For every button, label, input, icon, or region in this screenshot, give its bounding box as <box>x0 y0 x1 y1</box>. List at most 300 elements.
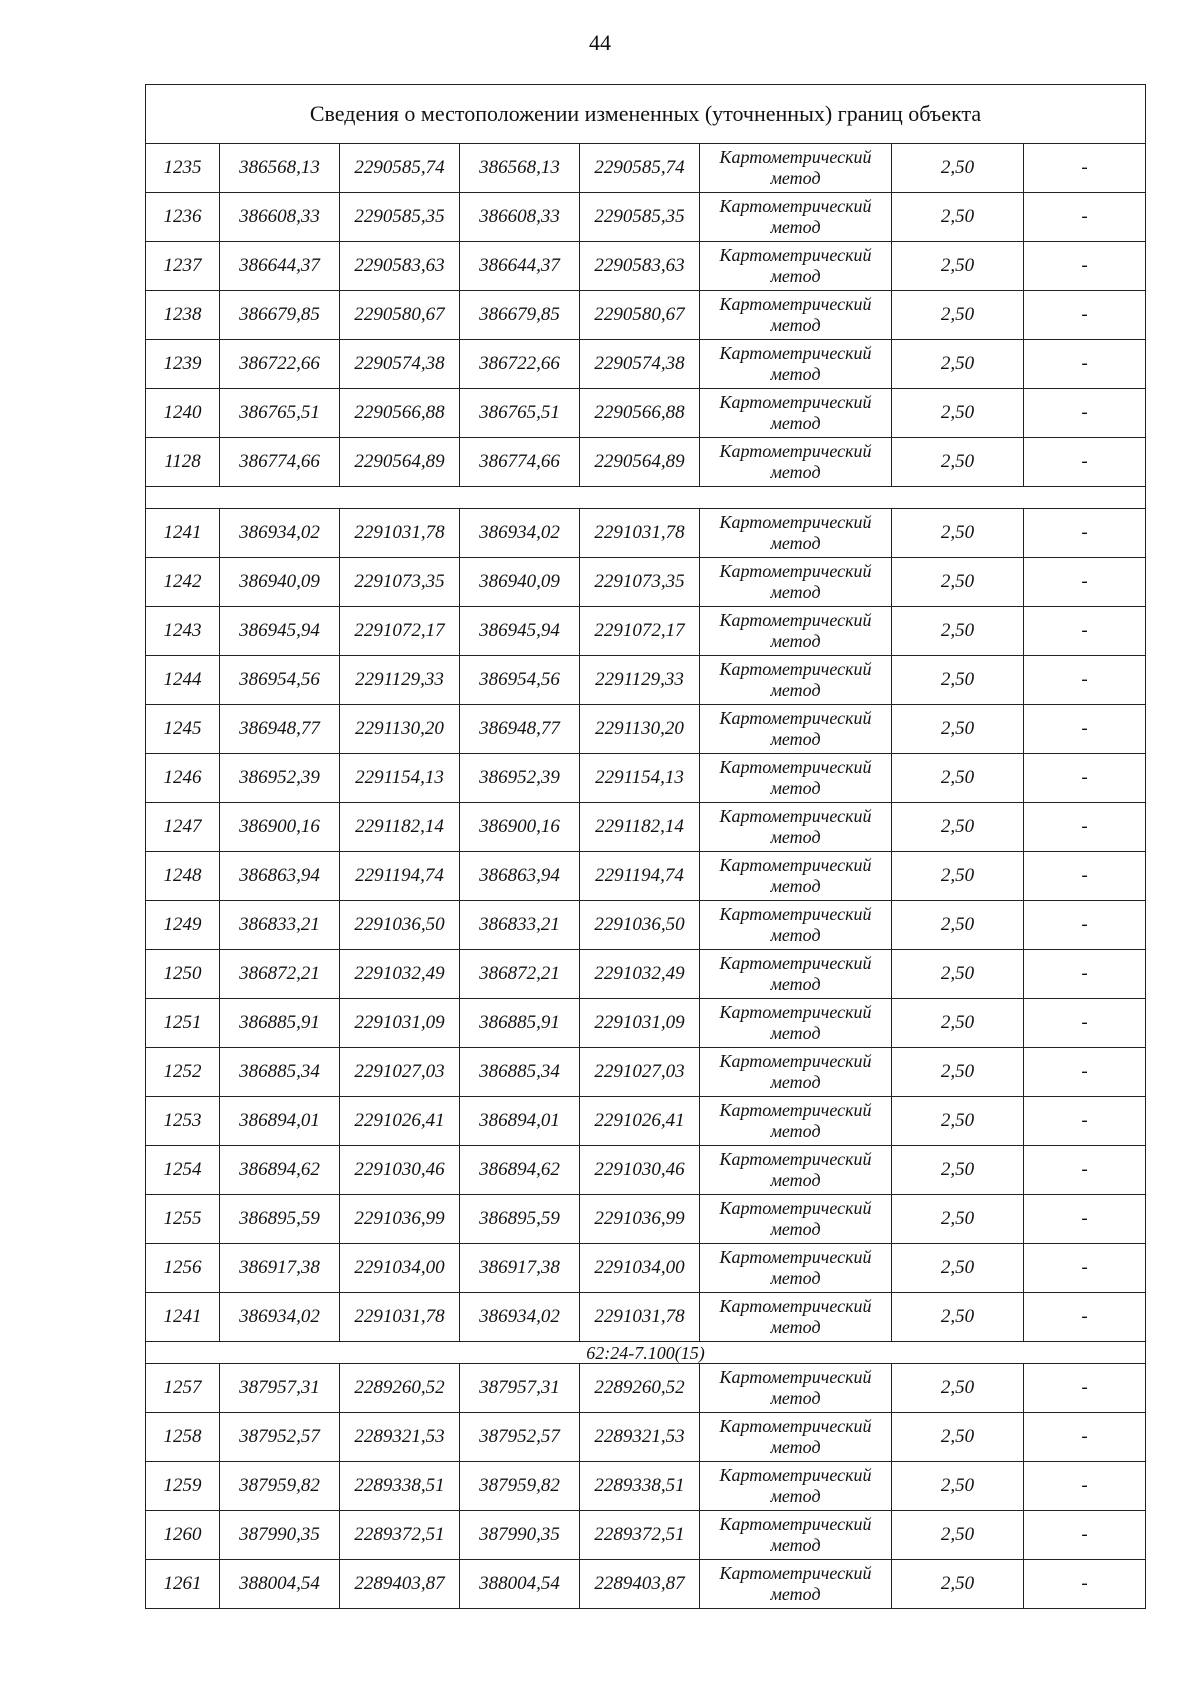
x-existing: 386934,02 <box>220 509 340 558</box>
x-existing: 386722,66 <box>220 340 340 389</box>
y-existing: 2290585,74 <box>340 144 460 193</box>
y-new: 2290566,88 <box>580 389 700 438</box>
table-row <box>146 242 1146 291</box>
accuracy: 2,50 <box>892 291 1024 340</box>
method-line-2: метод <box>770 1219 821 1239</box>
method-line-2: метод <box>770 533 821 553</box>
method-line-2: метод <box>770 413 821 433</box>
method-cell <box>700 438 892 487</box>
y-existing: 2289372,51 <box>340 1511 460 1560</box>
y-new: 2291026,41 <box>580 1097 700 1146</box>
method-cell <box>700 1364 892 1413</box>
table-row <box>146 607 1146 656</box>
point-number: 1251 <box>146 999 220 1048</box>
method-line-1: Картометрический <box>719 610 872 630</box>
point-number: 1250 <box>146 950 220 999</box>
y-new: 2290564,89 <box>580 438 700 487</box>
x-existing: 387990,35 <box>220 1511 340 1560</box>
point-number: 1253 <box>146 1097 220 1146</box>
table-row <box>146 950 1146 999</box>
boundary-coordinates-table <box>145 84 1146 1609</box>
y-existing: 2291032,49 <box>340 950 460 999</box>
y-new: 2291130,20 <box>580 705 700 754</box>
y-existing: 2291130,20 <box>340 705 460 754</box>
method-cell <box>700 1511 892 1560</box>
table-row <box>146 1097 1146 1146</box>
description: - <box>1024 389 1146 438</box>
y-existing: 2291036,99 <box>340 1195 460 1244</box>
y-existing: 2289403,87 <box>340 1560 460 1609</box>
method-line-2: метод <box>770 729 821 749</box>
point-number: 1237 <box>146 242 220 291</box>
x-new: 388004,54 <box>460 1560 580 1609</box>
y-new: 2291030,46 <box>580 1146 700 1195</box>
method-line-1: Картометрический <box>719 147 872 167</box>
x-existing: 386833,21 <box>220 901 340 950</box>
accuracy: 2,50 <box>892 754 1024 803</box>
x-new: 386954,56 <box>460 656 580 705</box>
point-number: 1239 <box>146 340 220 389</box>
description: - <box>1024 1244 1146 1293</box>
y-existing: 2291031,09 <box>340 999 460 1048</box>
page-number: 44 <box>589 30 611 55</box>
method-line-1: Картометрический <box>719 1465 872 1485</box>
point-number: 1246 <box>146 754 220 803</box>
point-number: 1242 <box>146 558 220 607</box>
description: - <box>1024 1511 1146 1560</box>
x-new: 386894,01 <box>460 1097 580 1146</box>
x-existing: 386934,02 <box>220 1293 340 1342</box>
method-line-2: метод <box>770 582 821 602</box>
x-existing: 386863,94 <box>220 852 340 901</box>
y-existing: 2290580,67 <box>340 291 460 340</box>
method-line-1: Картометрический <box>719 757 872 777</box>
accuracy: 2,50 <box>892 509 1024 558</box>
method-line-1: Картометрический <box>719 294 872 314</box>
x-existing: 386895,59 <box>220 1195 340 1244</box>
method-line-1: Картометрический <box>719 392 872 412</box>
accuracy: 2,50 <box>892 607 1024 656</box>
method-line-2: метод <box>770 266 821 286</box>
description: - <box>1024 999 1146 1048</box>
accuracy: 2,50 <box>892 144 1024 193</box>
table-row <box>146 1462 1146 1511</box>
accuracy: 2,50 <box>892 1097 1024 1146</box>
x-existing: 386945,94 <box>220 607 340 656</box>
method-line-2: метод <box>770 974 821 994</box>
table-row <box>146 754 1146 803</box>
method-cell <box>700 950 892 999</box>
method-line-1: Картометрический <box>719 196 872 216</box>
method-line-2: метод <box>770 217 821 237</box>
description: - <box>1024 1195 1146 1244</box>
accuracy: 2,50 <box>892 852 1024 901</box>
table-row <box>146 291 1146 340</box>
method-cell <box>700 1293 892 1342</box>
x-new: 386895,59 <box>460 1195 580 1244</box>
point-number: 1128 <box>146 438 220 487</box>
method-line-1: Картометрический <box>719 1416 872 1436</box>
y-new: 2290574,38 <box>580 340 700 389</box>
y-new: 2291182,14 <box>580 803 700 852</box>
method-line-2: метод <box>770 1584 821 1604</box>
x-existing: 386885,34 <box>220 1048 340 1097</box>
y-existing: 2291072,17 <box>340 607 460 656</box>
x-new: 386940,09 <box>460 558 580 607</box>
method-line-1: Картометрический <box>719 904 872 924</box>
method-line-2: метод <box>770 462 821 482</box>
y-new: 2291036,50 <box>580 901 700 950</box>
description: - <box>1024 340 1146 389</box>
y-new: 2289321,53 <box>580 1413 700 1462</box>
x-new: 386934,02 <box>460 509 580 558</box>
method-cell <box>700 1048 892 1097</box>
method-cell <box>700 509 892 558</box>
method-cell <box>700 1195 892 1244</box>
method-cell <box>700 803 892 852</box>
description: - <box>1024 901 1146 950</box>
y-new: 2291154,13 <box>580 754 700 803</box>
accuracy: 2,50 <box>892 803 1024 852</box>
table-row <box>146 901 1146 950</box>
x-existing: 386765,51 <box>220 389 340 438</box>
description: - <box>1024 242 1146 291</box>
point-number: 1238 <box>146 291 220 340</box>
point-number: 1256 <box>146 1244 220 1293</box>
y-existing: 2291034,00 <box>340 1244 460 1293</box>
table-row <box>146 340 1146 389</box>
description: - <box>1024 1560 1146 1609</box>
method-line-2: метод <box>770 1535 821 1555</box>
x-existing: 387952,57 <box>220 1413 340 1462</box>
accuracy: 2,50 <box>892 1244 1024 1293</box>
x-new: 386679,85 <box>460 291 580 340</box>
y-new: 2291031,78 <box>580 509 700 558</box>
y-new: 2291032,49 <box>580 950 700 999</box>
x-existing: 388004,54 <box>220 1560 340 1609</box>
method-line-1: Картометрический <box>719 953 872 973</box>
y-new: 2289372,51 <box>580 1511 700 1560</box>
method-line-1: Картометрический <box>719 1100 872 1120</box>
point-number: 1258 <box>146 1413 220 1462</box>
accuracy: 2,50 <box>892 1293 1024 1342</box>
accuracy: 2,50 <box>892 1048 1024 1097</box>
method-line-1: Картометрический <box>719 708 872 728</box>
description: - <box>1024 558 1146 607</box>
table-row <box>146 144 1146 193</box>
section-separator <box>146 487 1146 509</box>
y-existing: 2291182,14 <box>340 803 460 852</box>
method-line-1: Картометрический <box>719 512 872 532</box>
method-line-1: Картометрический <box>719 1563 872 1583</box>
x-existing: 386894,62 <box>220 1146 340 1195</box>
point-number: 1236 <box>146 193 220 242</box>
table-row <box>146 1560 1146 1609</box>
description: - <box>1024 509 1146 558</box>
accuracy: 2,50 <box>892 1364 1024 1413</box>
table-row <box>146 852 1146 901</box>
method-cell <box>700 1097 892 1146</box>
y-existing: 2290564,89 <box>340 438 460 487</box>
method-cell <box>700 901 892 950</box>
description: - <box>1024 193 1146 242</box>
method-cell <box>700 389 892 438</box>
y-new: 2291031,09 <box>580 999 700 1048</box>
y-new: 2291073,35 <box>580 558 700 607</box>
section-label: 62:24-7.100(15) <box>146 1342 1146 1364</box>
x-new: 386722,66 <box>460 340 580 389</box>
method-cell <box>700 705 892 754</box>
method-cell <box>700 852 892 901</box>
accuracy: 2,50 <box>892 1462 1024 1511</box>
x-new: 386945,94 <box>460 607 580 656</box>
accuracy: 2,50 <box>892 242 1024 291</box>
point-number: 1252 <box>146 1048 220 1097</box>
method-line-2: метод <box>770 827 821 847</box>
method-line-1: Картометрический <box>719 561 872 581</box>
method-line-1: Картометрический <box>719 1051 872 1071</box>
accuracy: 2,50 <box>892 705 1024 754</box>
point-number: 1243 <box>146 607 220 656</box>
description: - <box>1024 1413 1146 1462</box>
y-existing: 2290585,35 <box>340 193 460 242</box>
description: - <box>1024 754 1146 803</box>
x-new: 386948,77 <box>460 705 580 754</box>
method-line-1: Картометрический <box>719 806 872 826</box>
y-new: 2291072,17 <box>580 607 700 656</box>
accuracy: 2,50 <box>892 438 1024 487</box>
y-existing: 2289260,52 <box>340 1364 460 1413</box>
y-existing: 2291027,03 <box>340 1048 460 1097</box>
method-line-2: метод <box>770 631 821 651</box>
method-cell <box>700 340 892 389</box>
method-line-2: метод <box>770 1317 821 1337</box>
y-new: 2289338,51 <box>580 1462 700 1511</box>
x-existing: 386885,91 <box>220 999 340 1048</box>
accuracy: 2,50 <box>892 1413 1024 1462</box>
x-new: 386644,37 <box>460 242 580 291</box>
x-new: 386568,13 <box>460 144 580 193</box>
point-number: 1259 <box>146 1462 220 1511</box>
x-existing: 386948,77 <box>220 705 340 754</box>
description: - <box>1024 1048 1146 1097</box>
x-existing: 386872,21 <box>220 950 340 999</box>
accuracy: 2,50 <box>892 950 1024 999</box>
y-existing: 2291031,78 <box>340 509 460 558</box>
x-new: 386894,62 <box>460 1146 580 1195</box>
point-number: 1247 <box>146 803 220 852</box>
method-line-2: метод <box>770 680 821 700</box>
description: - <box>1024 1293 1146 1342</box>
table-row <box>146 1364 1146 1413</box>
x-new: 387990,35 <box>460 1511 580 1560</box>
table-row <box>146 509 1146 558</box>
method-line-1: Картометрический <box>719 1149 872 1169</box>
description: - <box>1024 1146 1146 1195</box>
y-new: 2291194,74 <box>580 852 700 901</box>
y-new: 2290583,63 <box>580 242 700 291</box>
accuracy: 2,50 <box>892 340 1024 389</box>
method-cell <box>700 656 892 705</box>
y-new: 2290585,35 <box>580 193 700 242</box>
method-line-1: Картометрический <box>719 1514 872 1534</box>
x-existing: 386608,33 <box>220 193 340 242</box>
method-line-1: Картометрический <box>719 1002 872 1022</box>
accuracy: 2,50 <box>892 1511 1024 1560</box>
point-number: 1248 <box>146 852 220 901</box>
table-row <box>146 705 1146 754</box>
accuracy: 2,50 <box>892 656 1024 705</box>
accuracy: 2,50 <box>892 1146 1024 1195</box>
description: - <box>1024 291 1146 340</box>
point-number: 1249 <box>146 901 220 950</box>
y-existing: 2291036,50 <box>340 901 460 950</box>
table-row <box>146 1195 1146 1244</box>
y-existing: 2291031,78 <box>340 1293 460 1342</box>
accuracy: 2,50 <box>892 901 1024 950</box>
method-line-2: метод <box>770 925 821 945</box>
x-existing: 386940,09 <box>220 558 340 607</box>
method-line-1: Картометрический <box>719 659 872 679</box>
method-line-1: Картометрический <box>719 441 872 461</box>
description: - <box>1024 1097 1146 1146</box>
y-existing: 2290583,63 <box>340 242 460 291</box>
method-cell <box>700 558 892 607</box>
table-row <box>146 193 1146 242</box>
point-number: 1261 <box>146 1560 220 1609</box>
x-existing: 386894,01 <box>220 1097 340 1146</box>
point-number: 1241 <box>146 1293 220 1342</box>
x-existing: 387957,31 <box>220 1364 340 1413</box>
point-number: 1260 <box>146 1511 220 1560</box>
table-row <box>146 803 1146 852</box>
x-existing: 386568,13 <box>220 144 340 193</box>
x-new: 387957,31 <box>460 1364 580 1413</box>
method-line-2: метод <box>770 1072 821 1092</box>
method-line-2: метод <box>770 1268 821 1288</box>
description: - <box>1024 438 1146 487</box>
y-existing: 2289321,53 <box>340 1413 460 1462</box>
accuracy: 2,50 <box>892 389 1024 438</box>
x-existing: 386900,16 <box>220 803 340 852</box>
method-line-2: метод <box>770 778 821 798</box>
method-line-1: Картометрический <box>719 855 872 875</box>
x-new: 387952,57 <box>460 1413 580 1462</box>
x-existing: 387959,82 <box>220 1462 340 1511</box>
method-cell <box>700 242 892 291</box>
method-line-2: метод <box>770 1486 821 1506</box>
table-row <box>146 999 1146 1048</box>
accuracy: 2,50 <box>892 999 1024 1048</box>
x-existing: 386644,37 <box>220 242 340 291</box>
y-existing: 2290574,38 <box>340 340 460 389</box>
y-existing: 2291154,13 <box>340 754 460 803</box>
x-new: 386885,91 <box>460 999 580 1048</box>
y-new: 2291031,78 <box>580 1293 700 1342</box>
y-new: 2290580,67 <box>580 291 700 340</box>
method-line-1: Картометрический <box>719 343 872 363</box>
description: - <box>1024 1364 1146 1413</box>
method-line-2: метод <box>770 1121 821 1141</box>
accuracy: 2,50 <box>892 1195 1024 1244</box>
method-cell <box>700 144 892 193</box>
description: - <box>1024 144 1146 193</box>
method-cell <box>700 1244 892 1293</box>
accuracy: 2,50 <box>892 558 1024 607</box>
y-existing: 2291030,46 <box>340 1146 460 1195</box>
y-existing: 2289338,51 <box>340 1462 460 1511</box>
x-existing: 386952,39 <box>220 754 340 803</box>
y-existing: 2291026,41 <box>340 1097 460 1146</box>
x-new: 386765,51 <box>460 389 580 438</box>
method-line-2: метод <box>770 364 821 384</box>
y-new: 2289403,87 <box>580 1560 700 1609</box>
method-cell <box>700 1146 892 1195</box>
y-new: 2291036,99 <box>580 1195 700 1244</box>
accuracy: 2,50 <box>892 193 1024 242</box>
table-row <box>146 389 1146 438</box>
table-row <box>146 1048 1146 1097</box>
x-new: 386885,34 <box>460 1048 580 1097</box>
point-number: 1255 <box>146 1195 220 1244</box>
table-row <box>146 558 1146 607</box>
x-new: 386917,38 <box>460 1244 580 1293</box>
method-cell <box>700 1560 892 1609</box>
method-line-2: метод <box>770 1437 821 1457</box>
x-existing: 386917,38 <box>220 1244 340 1293</box>
y-new: 2291027,03 <box>580 1048 700 1097</box>
x-new: 386863,94 <box>460 852 580 901</box>
point-number: 1244 <box>146 656 220 705</box>
y-existing: 2291194,74 <box>340 852 460 901</box>
x-new: 386608,33 <box>460 193 580 242</box>
x-new: 386872,21 <box>460 950 580 999</box>
point-number: 1254 <box>146 1146 220 1195</box>
method-cell <box>700 1413 892 1462</box>
section-label-row <box>146 1342 1146 1364</box>
method-line-2: метод <box>770 876 821 896</box>
y-existing: 2291129,33 <box>340 656 460 705</box>
point-number: 1245 <box>146 705 220 754</box>
method-line-1: Картометрический <box>719 1198 872 1218</box>
x-existing: 386679,85 <box>220 291 340 340</box>
table-row <box>146 438 1146 487</box>
description: - <box>1024 1462 1146 1511</box>
accuracy: 2,50 <box>892 1560 1024 1609</box>
table-row <box>146 1413 1146 1462</box>
description: - <box>1024 607 1146 656</box>
table-row <box>146 1511 1146 1560</box>
x-new: 386900,16 <box>460 803 580 852</box>
table-title-row <box>146 85 1146 144</box>
y-existing: 2291073,35 <box>340 558 460 607</box>
point-number: 1257 <box>146 1364 220 1413</box>
description: - <box>1024 803 1146 852</box>
method-cell <box>700 1462 892 1511</box>
table-row <box>146 1244 1146 1293</box>
method-line-1: Картометрический <box>719 1296 872 1316</box>
method-line-1: Картометрический <box>719 1247 872 1267</box>
description: - <box>1024 705 1146 754</box>
table-row <box>146 1293 1146 1342</box>
point-number: 1241 <box>146 509 220 558</box>
description: - <box>1024 950 1146 999</box>
method-cell <box>700 607 892 656</box>
x-new: 386774,66 <box>460 438 580 487</box>
table-title: Сведения о местоположении измененных (уточненных) границ объекта <box>146 85 1146 144</box>
method-line-2: метод <box>770 168 821 188</box>
method-cell <box>700 291 892 340</box>
